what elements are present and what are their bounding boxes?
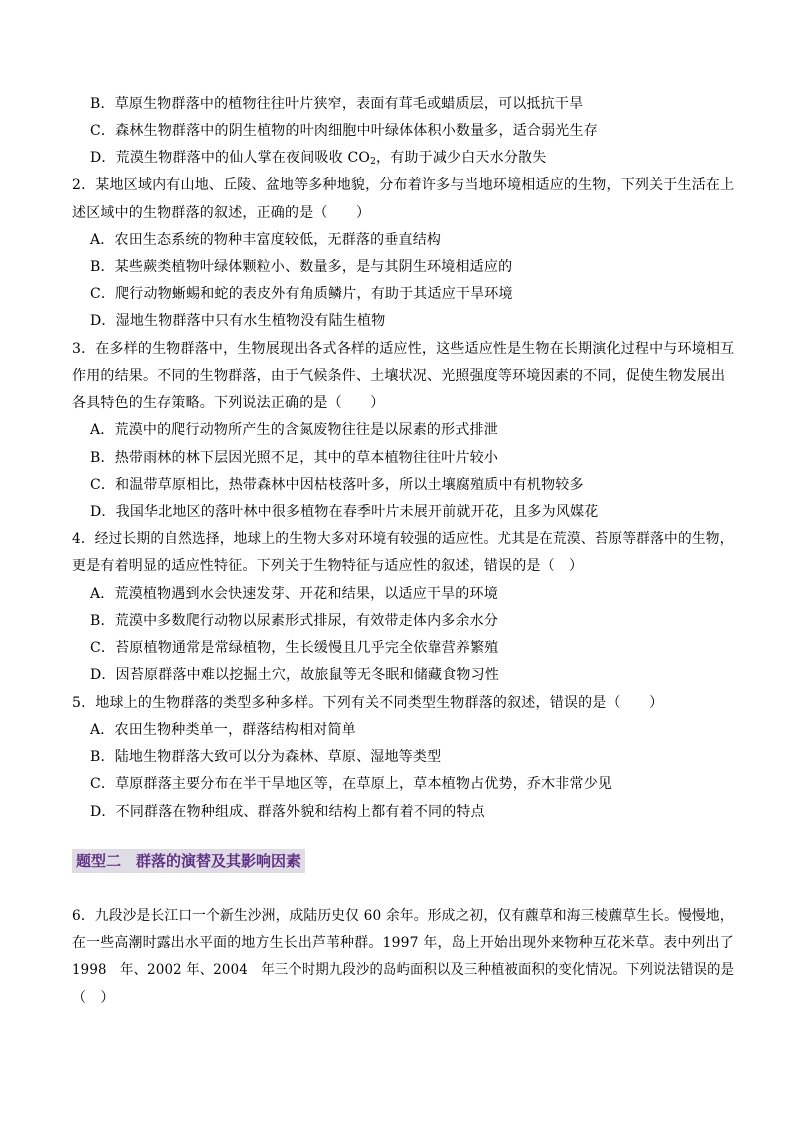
q5-option-c: C．草原群落主要分布在半干旱地区等，在草原上，草本植物占优势，乔木非常少见 <box>90 776 613 792</box>
q3-stem-line1: 3．在多样的生物群落中，生物展现出各式各样的适应性，这些适应性是生物在长期演化过程中与环境相互 <box>72 341 735 357</box>
q1-option-d-text: D．荒漠生物群落中的仙人掌在夜间吸收 CO <box>90 150 371 166</box>
q5-option-b: B．陆地生物群落大致可以分为森林、草原、湿地等类型 <box>90 749 442 765</box>
q3-option-d: D．我国华北地区的落叶林中很多植物在春季叶片未展开前就开花，且多为风媒花 <box>90 504 599 520</box>
q1-option-c: C．森林生物群落中的阴生植物的叶肉细胞中叶绿体体积小数量多，适合弱光生存 <box>90 123 598 139</box>
q5-option-d: D．不同群落在物种组成、群落外貌和结构上都有着不同的特点 <box>90 804 485 820</box>
q1-option-d-text-end: ，有助于减少白天水分散失 <box>376 150 547 166</box>
q3-stem-line3: 各具特色的生存策略。下列说法正确的是（ ） <box>72 395 385 411</box>
q1-option-d <box>90 149 546 167</box>
q4-option-d: D．因苔原群落中难以挖掘土穴，故旅鼠等无冬眠和储藏食物习性 <box>90 667 500 683</box>
q6-stem-line2: 在一些高潮时露出水平面的地方生长出芦苇种群。1997 年，岛上开始出现外来物种互花米草。表中列出了 <box>72 935 734 951</box>
q3-option-c: C．和温带草原相比，热带森林中因枯枝落叶多，所以土壤腐殖质中有机物较多 <box>90 477 584 493</box>
q4-option-b: B．荒漠中多数爬行动物以尿素形式排尿，有效带走体内多余水分 <box>90 613 499 629</box>
q6-stem-line4: （ ） <box>72 990 115 1006</box>
q2-option-d: D．湿地生物群落中只有水生植物没有陆生植物 <box>90 313 386 329</box>
q1-option-b: B．草原生物群落中的植物往往叶片狭窄，表面有茸毛或蜡质层，可以抵抗干旱 <box>90 96 584 112</box>
q5-option-a: A．农田生物种类单一，群落结构相对简单 <box>90 722 356 738</box>
q4-stem-line1: 4．经过长期的自然选择，地球上的生物大多对环境有较强的适应性。尤其是在荒漠、苔原等群落中的生物， <box>72 531 734 547</box>
q1-option-d-subscript: 2 <box>370 157 377 167</box>
q3-option-a: A．荒漠中的爬行动物所产生的含氮废物往往是以尿素的形式排泄 <box>90 422 498 438</box>
q2-stem-line1: 2．某地区域内有山地、丘陵、盆地等多种地貌，分布着许多与当地环境相适应的生物，下列关于生活在上 <box>72 177 735 193</box>
q4-option-a: A．荒漠植物遇到水会快速发芽、开花和结果，以适应干旱的环境 <box>90 586 498 602</box>
q6-stem-line3: 1998 年、2002 年、2004 年三个时期九段沙的岛屿面积以及三种植被面积的变化情况。下列说法错误的是 <box>72 962 735 978</box>
q2-option-c: C．爬行动物蜥蜴和蛇的表皮外有角质鳞片，有助于其适应干旱环境 <box>90 286 513 302</box>
q2-option-a: A．农田生态系统的物种丰富度较低，无群落的垂直结构 <box>90 232 442 248</box>
q2-option-b: B．某些蕨类植物叶绿体颗粒小、数量多，是与其阴生环境相适应的 <box>90 259 513 275</box>
section-heading: 题型二 群落的演替及其影响因素 <box>72 849 305 873</box>
q4-stem-line2: 更是有着明显的适应性特征。下列关于生物特征与适应性的叙述，错误的是（ ） <box>72 558 584 574</box>
q3-stem-line2: 作用的结果。不同的生物群落，由于气候条件、土壤状况、光照强度等环境因素的不同，促使生物发展出 <box>72 368 726 384</box>
q4-option-c: C．苔原植物通常是常绿植物，生长缓慢且几乎完全依靠营养繁殖 <box>90 640 499 656</box>
q6-stem-line1: 6．九段沙是长江口一个新生沙洲，成陆历史仅 60 余年。形成之初，仅有藨草和海三棱藨草生长。慢慢地， <box>72 908 734 924</box>
q3-option-b: B．热带雨林的林下层因光照不足，其中的草本植物往往叶片较小 <box>90 450 499 466</box>
q2-stem-line2: 述区域中的生物群落的叙述，正确的是（ ） <box>72 205 371 221</box>
q5-stem-line1: 5．地球上的生物群落的类型多种多样。下列有关不同类型生物群落的叙述，错误的是（ ） <box>72 695 664 711</box>
